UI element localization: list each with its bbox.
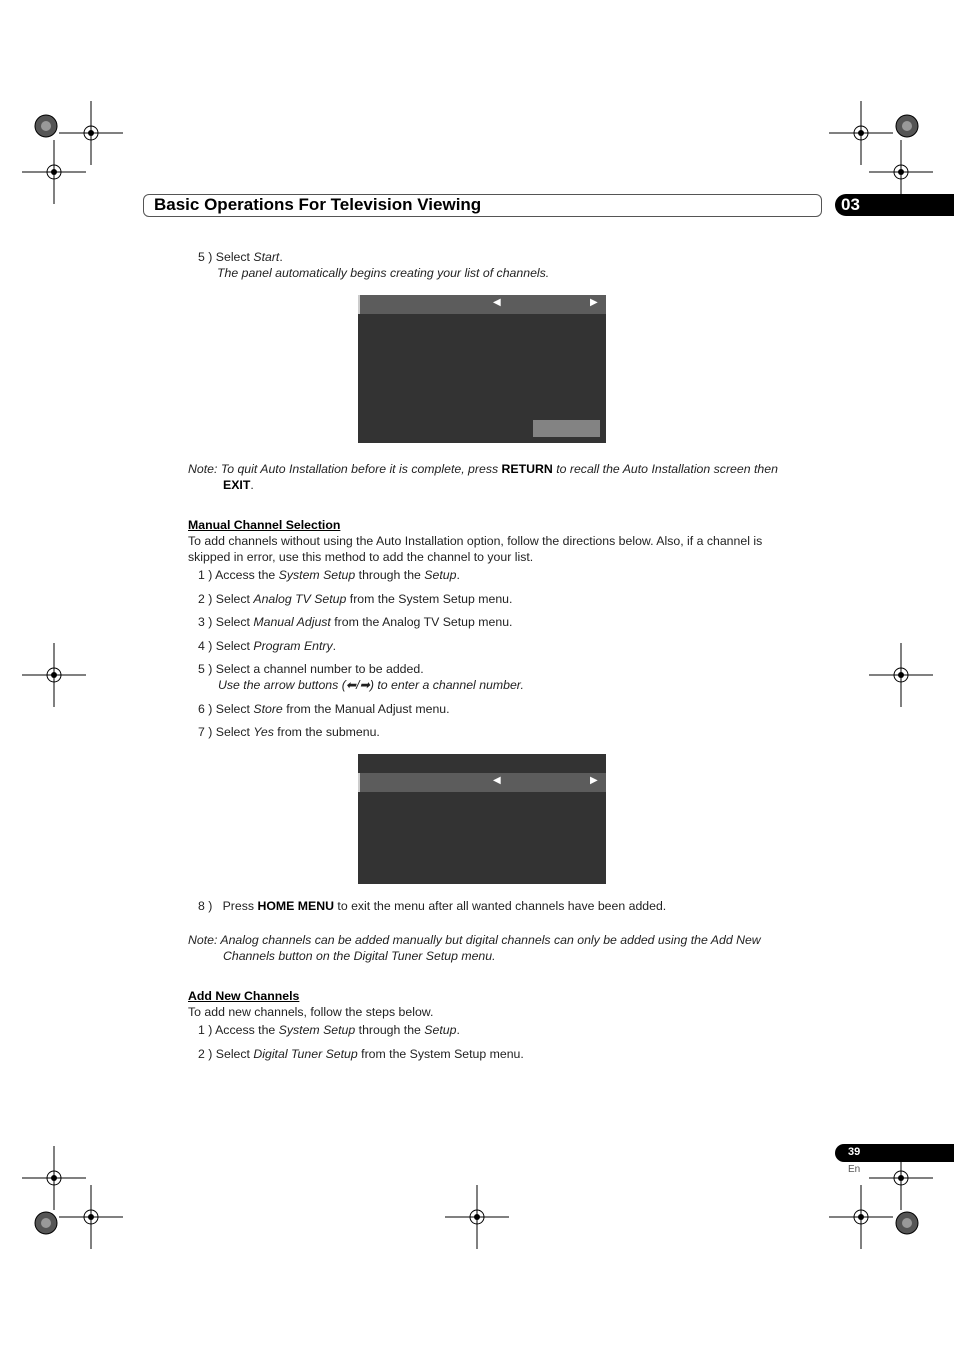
arrow-left-icon: ◀ [493,775,501,786]
section-header [143,194,822,217]
step-5-sub: The panel automatically begins creating your list of channels. [217,266,550,280]
manual-intro: To add channels without using the Auto Installation option, follow the directions below. Also, if a channel is [188,534,763,548]
step-item: 7 ) Select Yes from the submenu. [198,725,380,739]
note-auto-install-2: EXIT. [223,478,254,492]
screen-highlight-bar [358,773,606,792]
step-item: 2 ) Select Digital Tuner Setup from the System Setup menu. [198,1047,524,1061]
page-number: 39 [848,1146,861,1158]
step-5-start: 5 ) Select Start. [198,250,283,264]
section-title: Basic Operations For Television Viewing [154,195,482,214]
arrow-left-icon: ◀ [493,297,501,308]
step-item: 1 ) Access the System Setup through the Setup. [198,568,460,582]
step-item: 3 ) Select Manual Adjust from the Analog TV Setup menu. [198,615,513,629]
step-item: 1 ) Access the System Setup through the Setup. [198,1023,460,1037]
note-manual: Note: Analog channels can be added manually but digital channels can only be added using the Add New [188,933,761,947]
step-item: 4 ) Select Program Entry. [198,639,337,653]
manual-intro-2: skipped in error, use this method to add the channel to your list. [188,550,534,564]
note-auto-install: Note: To quit Auto Installation before it is complete, press RETURN to recall the Auto Installation screen then [188,462,778,476]
manual-heading: Manual Channel Selection [188,518,341,532]
step-8: 8 ) Press HOME MENU to exit the menu after all wanted channels have been added. [198,899,667,913]
arrow-right-icon: ▶ [590,297,598,308]
manual-adjust-screen [358,754,606,884]
language-label: En [848,1164,861,1175]
add-new-intro: To add new channels, follow the steps below. [188,1005,434,1019]
auto-installation-screen [358,295,606,443]
note-manual-2: Channels button on the Digital Tuner Setup menu. [223,949,496,963]
add-new-heading: Add New Channels [188,989,300,1003]
step-item: 6 ) Select Store from the Manual Adjust menu. [198,702,450,716]
step-sub: Use the arrow buttons (⬅/➡) to enter a channel number. [218,678,524,692]
screen-button [533,420,600,437]
screen-highlight-bar [358,295,606,314]
arrow-right-icon: ▶ [590,775,598,786]
step-item: 2 ) Select Analog TV Setup from the System Setup menu. [198,592,513,606]
chapter-number: 03 [841,195,860,214]
step-item: 5 ) Select a channel number to be added. [198,662,424,676]
